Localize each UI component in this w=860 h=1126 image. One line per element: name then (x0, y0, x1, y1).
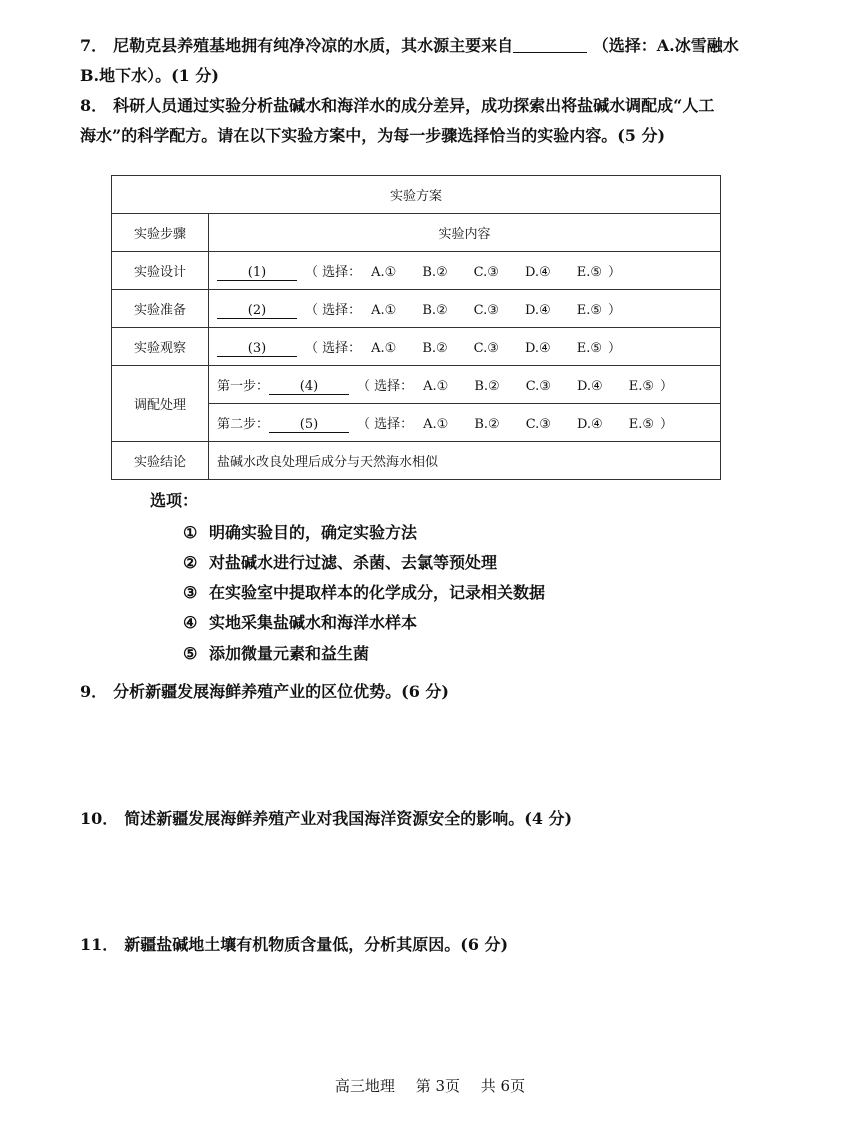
option-item (183, 580, 545, 603)
choice-d: D.④ (576, 416, 603, 432)
step-content (209, 366, 721, 404)
conclusion-text: 盐碱水改良处理后成分与天然海水相似 (209, 442, 721, 480)
option-mark: ② (183, 553, 198, 572)
question-number: 11． (80, 935, 119, 954)
option-mark: ④ (183, 613, 198, 632)
answer-blank-1[interactable]: (1) (217, 265, 297, 281)
answer-blank-5[interactable]: (5) (269, 417, 349, 433)
option-text: 实地采集盐碱水和海洋水样本 (209, 613, 418, 632)
choose-label: （ 选择： (305, 340, 362, 356)
question-choices: （选择：A.冰雪融水 (592, 36, 739, 55)
choice-d: D.④ (576, 378, 603, 394)
footer-subject: 高三地理 (334, 1077, 395, 1095)
option-text: 在实验室中提取样本的化学成分，记录相关数据 (209, 583, 546, 602)
choice-e: E.⑤ (576, 340, 602, 356)
step-label: 实验设计 (112, 252, 209, 290)
question-text-line1: 科研人员通过实验分析盐碱水和海洋水的成分差异，成功探索出将盐碱水调配成“人工 (113, 96, 715, 115)
answer-area-11[interactable] (80, 964, 780, 1064)
step-content (209, 404, 721, 442)
question-10 (80, 804, 572, 834)
footer-total: 共 6页 (480, 1077, 526, 1095)
option-mark: ③ (183, 583, 198, 602)
answer-blank-2[interactable]: (2) (217, 303, 297, 319)
choice-b: B.② (422, 264, 448, 280)
answer-area-9[interactable] (80, 710, 780, 800)
question-text: 新疆盐碱地土壤有机物质含量低，分析其原因。(6 分) (124, 935, 509, 954)
step-label: 实验结论 (112, 442, 209, 480)
table-row (112, 252, 721, 290)
choice-b: B.② (474, 416, 500, 432)
step-label: 实验准备 (112, 290, 209, 328)
step-content (209, 252, 721, 290)
choice-e: E.⑤ (576, 302, 602, 318)
option-item (183, 520, 417, 543)
choose-label: （ 选择： (357, 378, 414, 394)
option-text: 明确实验目的，确定实验方法 (209, 523, 418, 542)
option-item (183, 550, 497, 573)
question-7 (80, 31, 780, 91)
question-choices-cont: B.地下水）。(1 分) (80, 66, 219, 85)
table-row (112, 442, 721, 480)
step-label: 调配处理 (112, 366, 209, 442)
option-item (183, 610, 417, 633)
question-text: 尼勒克县养殖基地拥有纯净冷凉的水质，其水源主要来自 (113, 36, 514, 55)
choice-d: D.④ (524, 340, 551, 356)
choice-c: C.③ (525, 416, 551, 432)
choose-label: （ 选择： (305, 302, 362, 318)
choice-a: A.① (423, 416, 449, 432)
choice-c: C.③ (525, 378, 551, 394)
options-title: 选项： (150, 491, 199, 510)
question-number: 7． (80, 36, 108, 55)
question-number: 10． (80, 809, 119, 828)
question-8 (80, 91, 780, 151)
answer-area-10[interactable] (80, 838, 780, 928)
option-item (183, 641, 369, 664)
choice-d: D.④ (524, 302, 551, 318)
choice-a: A.① (423, 378, 449, 394)
page-footer (0, 1075, 860, 1096)
experiment-plan-table (111, 175, 721, 480)
table-row (112, 366, 721, 404)
choice-c: C.③ (473, 302, 499, 318)
close-paren: ） (607, 264, 621, 280)
header-step: 实验步骤 (112, 214, 209, 252)
choice-b: B.② (474, 378, 500, 394)
question-number: 9． (80, 682, 108, 701)
choice-a: A.① (371, 302, 397, 318)
choice-e: E.⑤ (576, 264, 602, 280)
step-content (209, 328, 721, 366)
choice-d: D.④ (524, 264, 551, 280)
header-content: 实验内容 (209, 214, 721, 252)
choice-c: C.③ (473, 340, 499, 356)
close-paren: ） (660, 416, 674, 432)
step-content (209, 290, 721, 328)
table-row (112, 328, 721, 366)
close-paren: ） (660, 378, 674, 394)
answer-blank-4[interactable]: (4) (269, 379, 349, 395)
answer-blank[interactable] (513, 34, 587, 53)
option-text: 对盐碱水进行过滤、杀菌、去氯等预处理 (209, 553, 498, 572)
close-paren: ） (607, 340, 621, 356)
question-9 (80, 677, 449, 707)
footer-page: 第 3页 (415, 1077, 460, 1095)
question-text: 分析新疆发展海鲜养殖产业的区位优势。(6 分) (113, 682, 449, 701)
choice-b: B.② (422, 340, 448, 356)
choose-label: （ 选择： (305, 264, 362, 280)
answer-blank-3[interactable]: (3) (217, 341, 297, 357)
substep-label: 第二步： (217, 416, 270, 432)
choice-a: A.① (371, 340, 397, 356)
question-text-line2: 海水”的科学配方。请在以下实验方案中，为每一步骤选择恰当的实验内容。(5 分) (80, 126, 666, 145)
step-label: 实验观察 (112, 328, 209, 366)
choose-label: （ 选择： (357, 416, 414, 432)
close-paren: ） (607, 302, 621, 318)
choice-b: B.② (422, 302, 448, 318)
table-row (112, 290, 721, 328)
option-mark: ① (183, 523, 198, 542)
choice-a: A.① (371, 264, 397, 280)
substep-label: 第一步： (217, 378, 270, 394)
question-11 (80, 930, 508, 960)
choice-e: E.⑤ (628, 378, 654, 394)
question-number: 8． (80, 96, 108, 115)
table-title: 实验方案 (112, 176, 721, 214)
choice-e: E.⑤ (628, 416, 654, 432)
choice-c: C.③ (473, 264, 499, 280)
option-text: 添加微量元素和益生菌 (209, 644, 370, 663)
option-mark: ⑤ (183, 644, 198, 663)
question-text: 简述新疆发展海鲜养殖产业对我国海洋资源安全的影响。(4 分) (124, 809, 573, 828)
